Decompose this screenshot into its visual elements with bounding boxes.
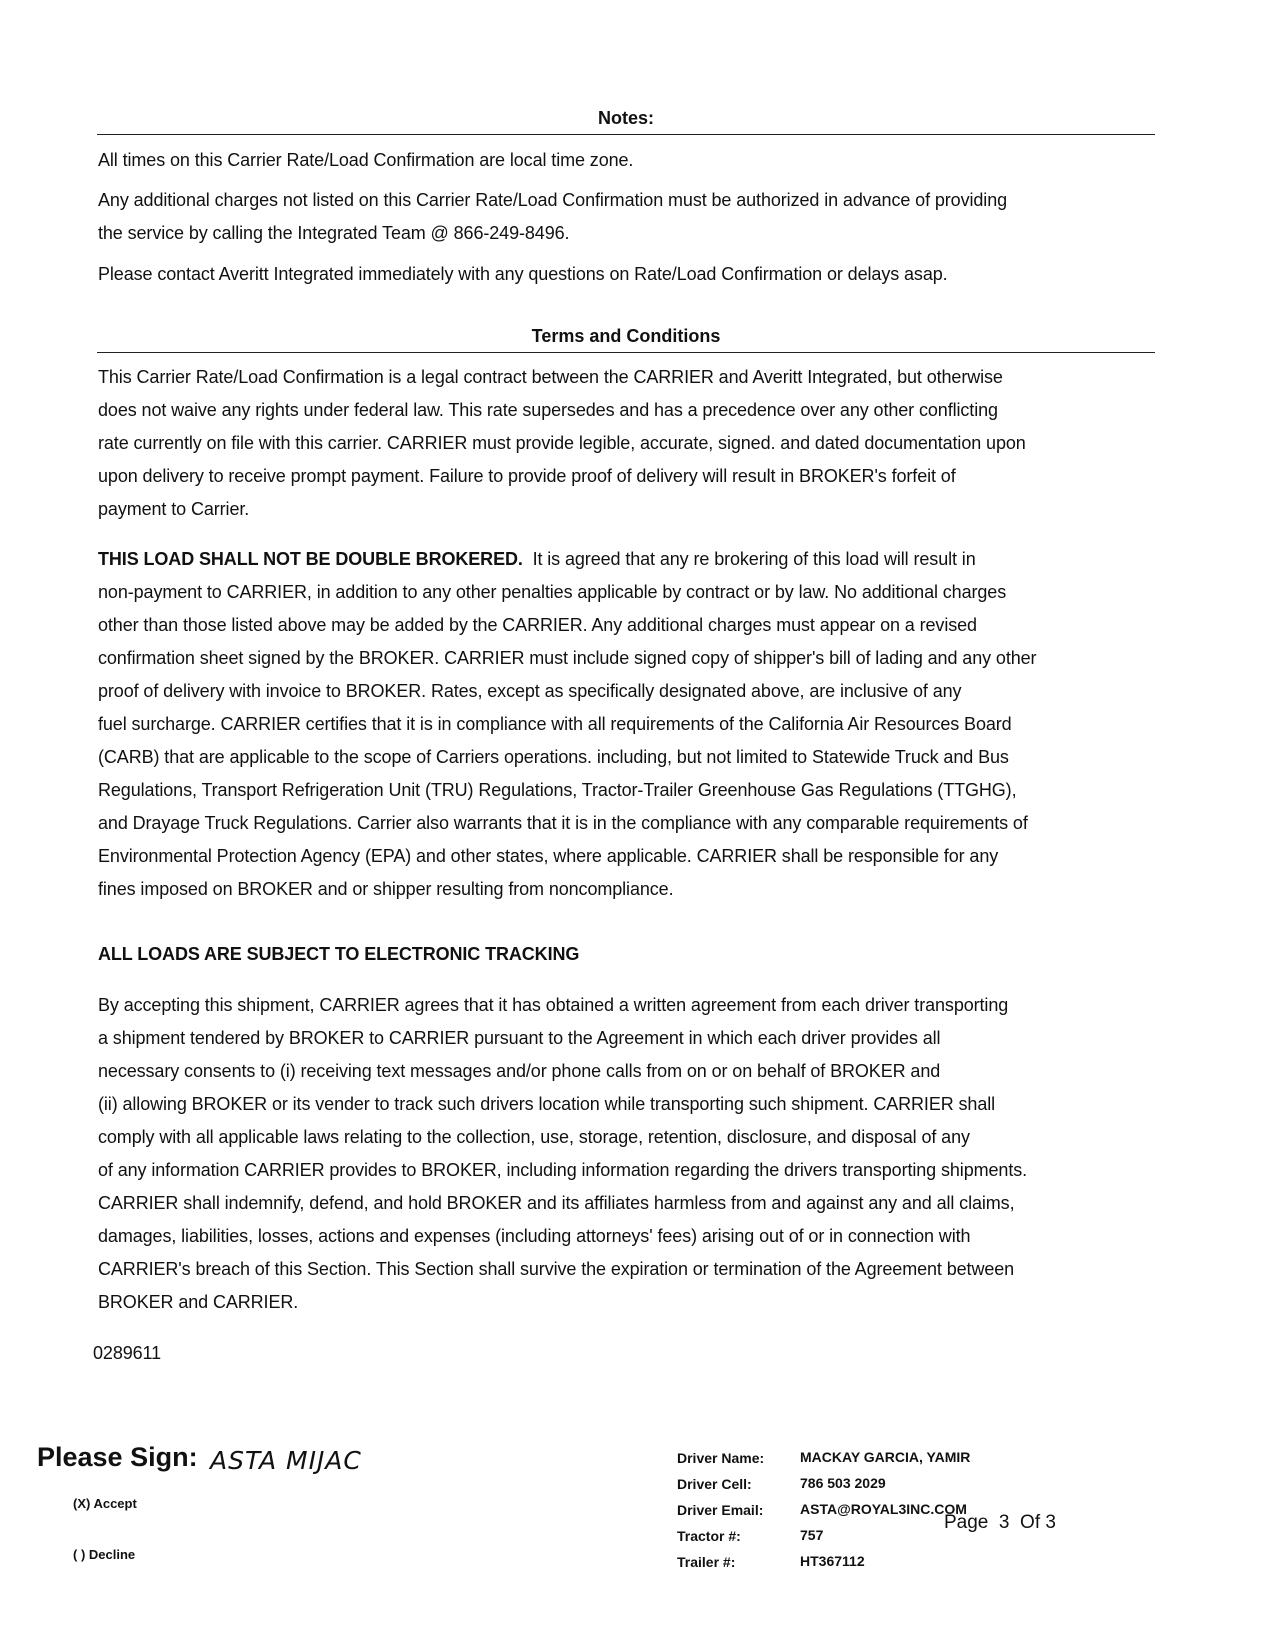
terms-heading: Terms and Conditions [531, 326, 721, 346]
notes-heading: Notes: [597, 108, 654, 128]
tracking-line: (ii) allowing BROKER or its vender to track such drivers location while transporting such shipment. CARRIER shall [98, 1094, 996, 1114]
terms-line: fines imposed on BROKER and or shipper resulting from noncompliance. [98, 879, 674, 899]
driver-name-label: Driver Name: [677, 1450, 765, 1466]
terms-line: (CARB) that are applicable to the scope of Carriers operations. including, but not limited to Statewide Truck and Bus [98, 747, 1009, 767]
driver-name-value: MACKAY GARCIA, YAMIR [800, 1449, 971, 1465]
driver-email-value: ASTA@ROYAL3INC.COM [800, 1501, 967, 1517]
reference-number: 0289611 [93, 1343, 162, 1363]
notes-line: the service by calling the Integrated Team @ 866-249-8496. [98, 223, 570, 243]
tracking-line: damages, liabilities, losses, actions and expenses (including attorneys' fees) arising out of or in connection with [98, 1226, 971, 1246]
double-broker-warning: THIS LOAD SHALL NOT BE DOUBLE BROKERED. [98, 549, 523, 569]
tracking-line: a shipment tendered by BROKER to CARRIER pursuant to the Agreement in which each driver provides all [98, 1028, 941, 1048]
notes-rule [97, 134, 1155, 135]
tracking-line: CARRIER shall indemnify, defend, and hold BROKER and its affiliates harmless from and against any and all claims, [98, 1193, 1015, 1213]
driver-cell-label: Driver Cell: [677, 1476, 752, 1492]
terms-para2-first-line [98, 549, 976, 570]
tracking-line: of any information CARRIER provides to BROKER, including information regarding the drivers transporting shipments. [98, 1160, 1028, 1180]
tracking-line: necessary consents to (i) receiving text messages and/or phone calls from on or on behalf of BROKER and [98, 1061, 941, 1081]
terms-line: upon delivery to receive prompt payment. Failure to provide proof of delivery will result in BROKER's forfeit of [98, 466, 956, 486]
terms-line: and Drayage Truck Regulations. Carrier also warrants that it is in the compliance with any comparable requirements of [98, 813, 1028, 833]
tracking-line: comply with all applicable laws relating to the collection, use, storage, retention, disclosure, and disposal of any [98, 1127, 970, 1147]
terms-line: non-payment to CARRIER, in addition to any other penalties applicable by contract or by law. No additional charges [98, 582, 1007, 602]
please-sign-label: Please Sign: [37, 1442, 198, 1472]
terms-line: payment to Carrier. [98, 499, 250, 519]
terms-line: Regulations, Transport Refrigeration Unit (TRU) Regulations, Tractor-Trailer Greenhouse Gas Regulations (TTGHG), [98, 780, 1017, 800]
tracking-line: By accepting this shipment, CARRIER agrees that it has obtained a written agreement from each driver transporting [98, 995, 1009, 1015]
signature-name[interactable]: ASTA MIJAC [210, 1446, 362, 1475]
terms-line: Environmental Protection Agency (EPA) and other states, where applicable. CARRIER shall be responsible for any [98, 846, 999, 866]
tractor-label: Tractor #: [677, 1528, 741, 1544]
terms-line: It is agreed that any re brokering of this load will result in [522, 549, 976, 569]
notes-line: All times on this Carrier Rate/Load Confirmation are local time zone. [98, 150, 634, 170]
terms-line: other than those listed above may be added by the CARRIER. Any additional charges must appear on a revised [98, 615, 977, 635]
tracking-heading: ALL LOADS ARE SUBJECT TO ELECTRONIC TRACKING [98, 944, 580, 964]
driver-email-label: Driver Email: [677, 1502, 764, 1518]
trailer-value: HT367112 [800, 1553, 865, 1569]
terms-line: This Carrier Rate/Load Confirmation is a legal contract between the CARRIER and Averitt Integrated, but otherwise [98, 367, 1003, 387]
terms-line: proof of delivery with invoice to BROKER. Rates, except as specifically designated above, are inclusive of any [98, 681, 962, 701]
tractor-value: 757 [800, 1527, 824, 1543]
notes-line: Any additional charges not listed on this Carrier Rate/Load Confirmation must be authorized in advance of providing [98, 190, 1008, 210]
notes-line: Please contact Averitt Integrated immediately with any questions on Rate/Load Confirmation or delays asap. [98, 264, 948, 284]
terms-line: fuel surcharge. CARRIER certifies that it is in compliance with all requirements of the California Air Resources Board [98, 714, 1012, 734]
terms-line: confirmation sheet signed by the BROKER. CARRIER must include signed copy of shipper's bill of lading and any other [98, 648, 1037, 668]
tracking-line: BROKER and CARRIER. [98, 1292, 299, 1312]
tracking-line: CARRIER's breach of this Section. This Section shall survive the expiration or termination of the Agreement between [98, 1259, 1015, 1279]
terms-line: does not waive any rights under federal law. This rate supersedes and has a precedence over any other conflicting [98, 400, 998, 420]
trailer-label: Trailer #: [677, 1554, 736, 1570]
decline-option[interactable]: ( ) Decline [73, 1547, 136, 1562]
accept-option[interactable]: (X) Accept [73, 1496, 137, 1511]
terms-line: rate currently on file with this carrier. CARRIER must provide legible, accurate, signed. and dated documentation upon [98, 433, 1026, 453]
page-indicator: Page 3 Of 3 [944, 1512, 1056, 1533]
terms-rule [97, 352, 1155, 353]
driver-cell-value: 786 503 2029 [800, 1475, 886, 1491]
